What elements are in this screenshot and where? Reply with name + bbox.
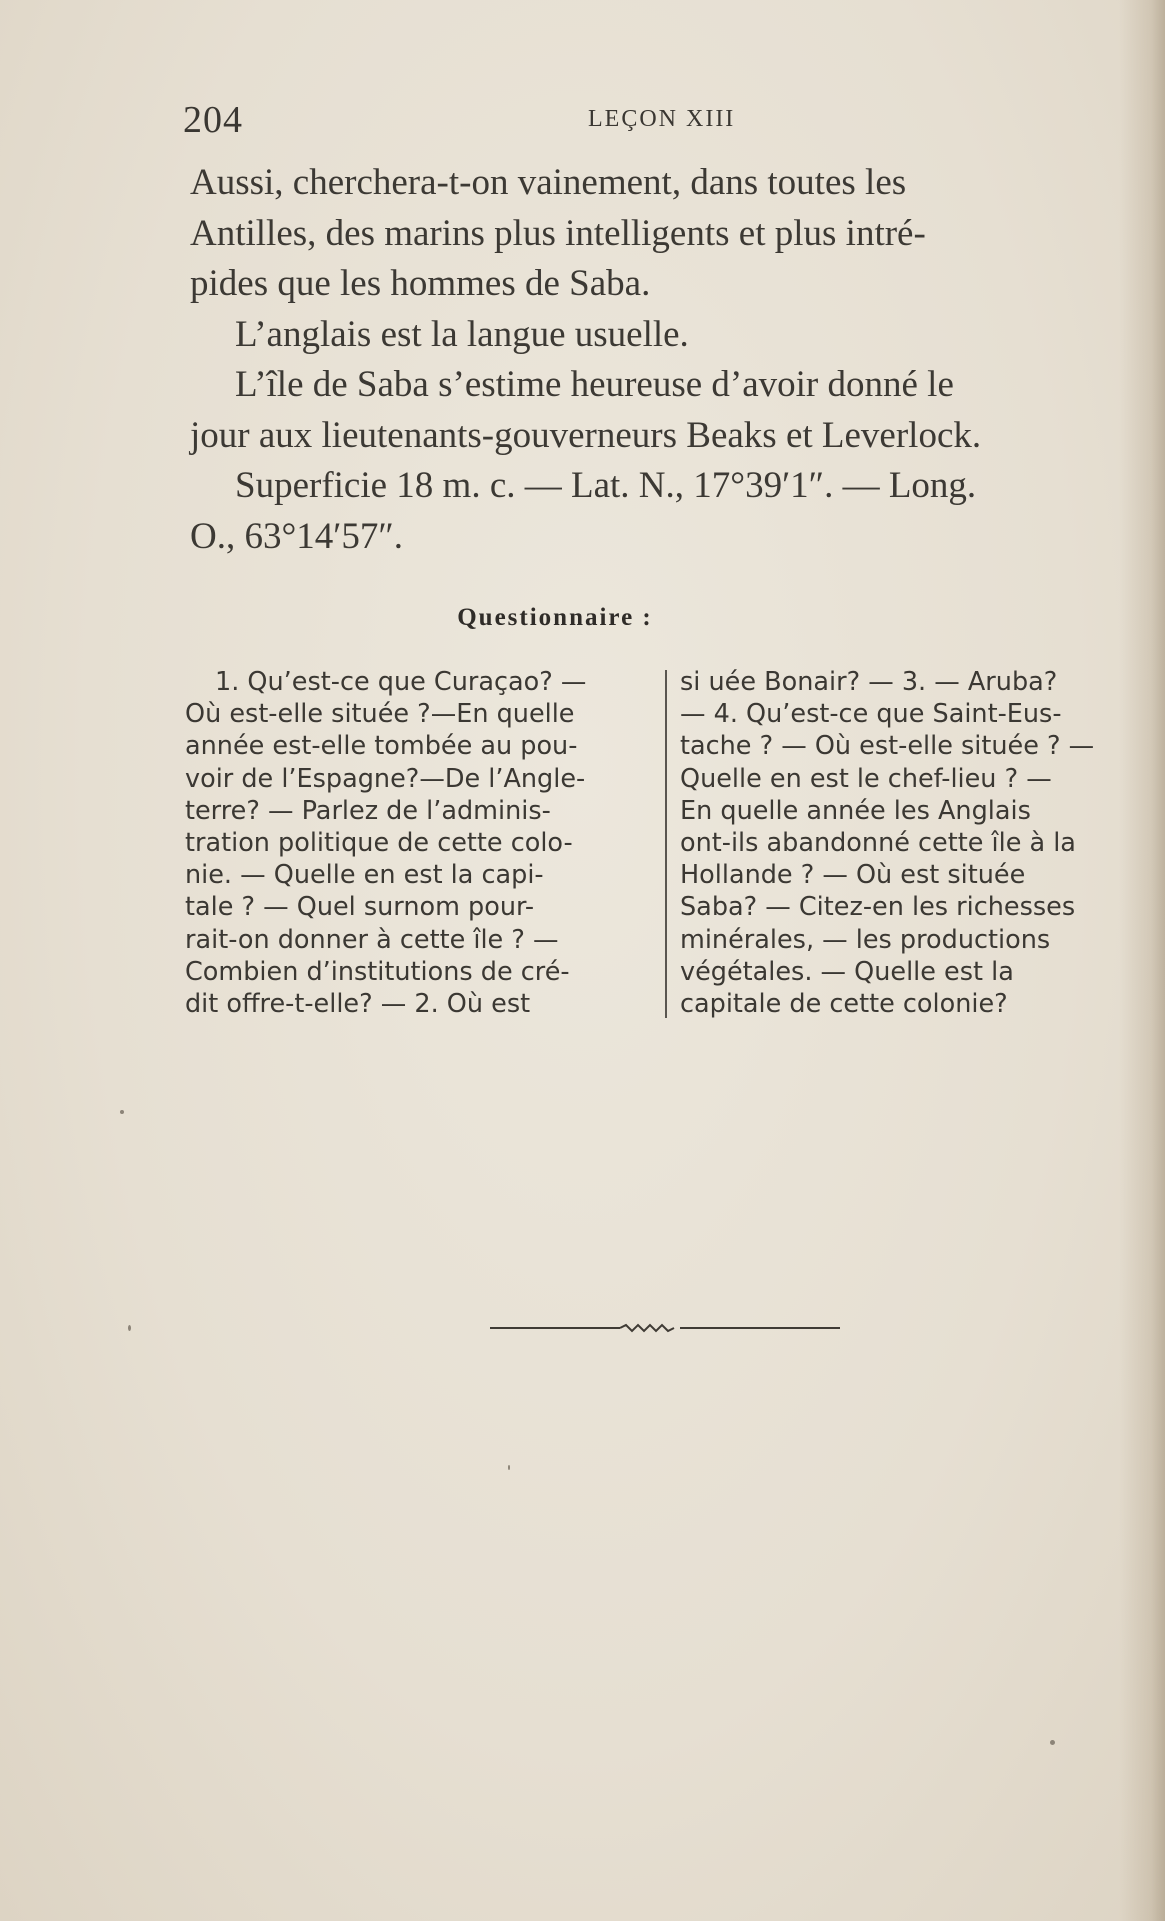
question-line: voir de l’Espagne?—De l’Angle-: [185, 763, 586, 794]
paper-speck: [508, 1465, 510, 1470]
body-line: jour aux lieutenants-gouverneurs Beaks et Leverlock.: [190, 414, 982, 456]
question-line: — 4. Qu’est-ce que Saint-Eus-: [680, 699, 1062, 730]
question-line: Combien d’institutions de cré-: [185, 956, 570, 987]
question-line: capitale de cette colonie?: [680, 989, 1008, 1020]
question-line: Quelle en est le chef-lieu ? —: [680, 763, 1052, 794]
questionnaire-right-column: [680, 666, 1140, 1020]
body-line: Superficie 18 m. c. — Lat. N., 17°39′1″. — Long.: [235, 465, 977, 506]
paper-speck: [1050, 1740, 1055, 1745]
question-line: dit offre-t-elle? — 2. Où est: [185, 989, 531, 1020]
question-line: ont-ils abandonné cette île à la: [680, 828, 1076, 859]
question-line: tale ? — Quel surnom pour-: [185, 892, 535, 923]
question-line: En quelle année les Anglais: [680, 795, 1031, 826]
question-line: tache ? — Où est-elle située ? —: [680, 731, 1095, 762]
question-line: Saba? — Citez-en les richesses: [680, 892, 1076, 923]
question-line: Hollande ? — Où est située: [680, 860, 1026, 891]
question-line: année est-elle tombée au pou-: [185, 731, 578, 762]
body-line: L’île de Saba s’estime heureuse d’avoir donné le: [235, 364, 954, 405]
question-line: terre? — Parlez de l’adminis-: [185, 795, 551, 826]
running-head: LEÇON XIII: [588, 106, 736, 132]
page-header: [183, 98, 893, 141]
paper-speck: [128, 1325, 131, 1331]
body-line: O., 63°14′57″.: [190, 515, 404, 557]
body-line: pides que les hommes de Saba.: [190, 263, 651, 304]
question-line: minérales, — les productions: [680, 924, 1051, 955]
question-line: 1. Qu’est-ce que Curaçao? —: [215, 667, 587, 697]
questionnaire-left-column: [185, 666, 650, 1020]
question-line: nie. — Quelle en est la capi-: [185, 860, 544, 891]
question-line: Où est-elle située ?—En quelle: [185, 699, 575, 730]
column-divider: [665, 670, 667, 1018]
question-line: rait-on donner à cette île ? —: [185, 924, 559, 955]
question-line: tration politique de cette colo-: [185, 828, 573, 859]
body-line: Aussi, cherchera-t-on vainement, dans toutes les: [190, 162, 907, 203]
paper-speck: [120, 1110, 124, 1114]
tailpiece-ornament: [490, 1318, 840, 1338]
body-line: L’anglais est la langue usuelle.: [235, 313, 689, 355]
question-line: végétales. — Quelle est la: [680, 956, 1014, 987]
question-line: si uée Bonair? — 3. — Aruba?: [680, 667, 1058, 697]
questionnaire-title: Questionnaire :: [457, 604, 653, 631]
body-line: Antilles, des marins plus intelligents et plus intré-: [190, 212, 926, 254]
page-number: 204: [183, 99, 243, 141]
body-text: [190, 158, 1135, 562]
